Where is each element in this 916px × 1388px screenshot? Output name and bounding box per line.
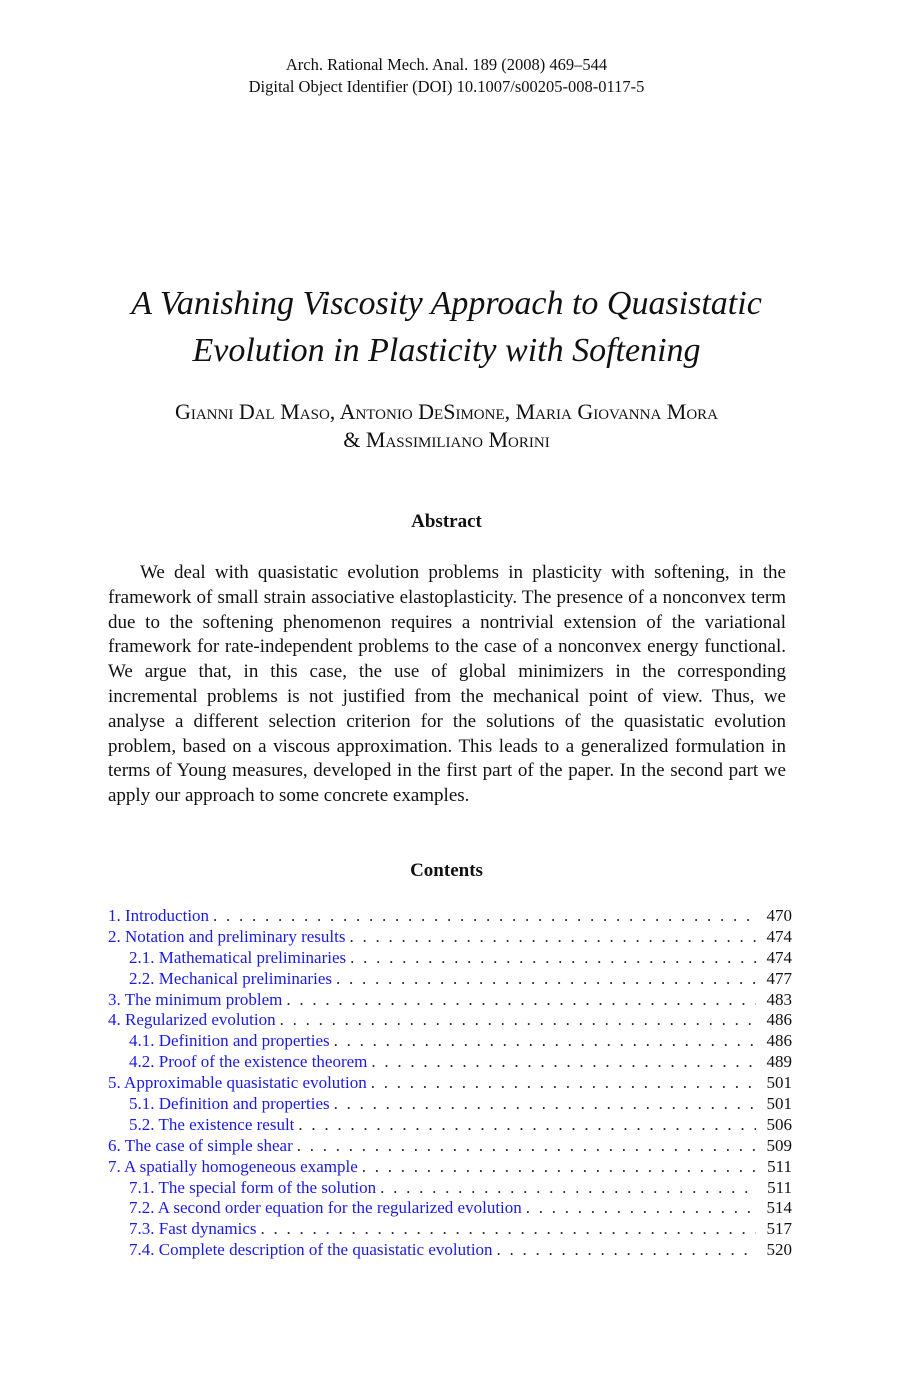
toc-leader <box>334 1094 756 1115</box>
toc-entry[interactable] <box>108 1010 792 1031</box>
toc-entry[interactable] <box>108 1157 792 1178</box>
table-of-contents <box>108 906 792 1261</box>
toc-leader <box>371 1052 756 1073</box>
toc-link[interactable]: 5. Approximable quasistatic evolution <box>108 1073 367 1093</box>
title-line-2: Evolution in Plasticity with Softening <box>192 332 701 369</box>
doi-line: Digital Object Identifier (DOI) 10.1007/s00205-008-0117-5 <box>248 77 645 96</box>
abstract-heading: Abstract <box>411 511 482 532</box>
toc-leader <box>350 948 756 969</box>
toc-entry[interactable] <box>108 969 792 990</box>
toc-entry[interactable] <box>108 1094 792 1115</box>
toc-entry[interactable] <box>108 1240 792 1261</box>
toc-link[interactable]: 7.1. The special form of the solution <box>129 1177 377 1197</box>
toc-entry[interactable] <box>108 1031 792 1052</box>
authors-line-2: & Massimiliano Morini <box>343 427 550 452</box>
toc-page-number: 520 <box>766 1240 792 1260</box>
toc-page-number: 470 <box>766 906 792 925</box>
toc-page-number: 517 <box>766 1219 792 1239</box>
journal-header <box>0 54 893 98</box>
toc-leader <box>298 1115 756 1136</box>
toc-page-number: 474 <box>766 926 792 946</box>
toc-page-number: 486 <box>766 1010 792 1030</box>
toc-page-number: 511 <box>767 1177 792 1197</box>
toc-leader <box>286 990 756 1011</box>
toc-leader <box>526 1198 756 1219</box>
toc-leader <box>380 1178 756 1199</box>
toc-page-number: 511 <box>767 1156 792 1176</box>
toc-page-number: 514 <box>766 1198 792 1218</box>
toc-entry[interactable] <box>108 1178 792 1199</box>
toc-leader <box>336 969 756 990</box>
toc-link[interactable]: 7.2. A second order equation for the regularized evolution <box>129 1198 522 1218</box>
toc-link[interactable]: 7.3. Fast dynamics <box>129 1219 257 1239</box>
toc-link[interactable]: 7. A spatially homogeneous example <box>108 1156 358 1176</box>
toc-entry[interactable] <box>108 948 792 969</box>
toc-page-number: 474 <box>766 947 792 967</box>
toc-link[interactable]: 6. The case of simple shear <box>108 1135 293 1155</box>
toc-leader <box>213 906 756 927</box>
toc-link[interactable]: 4.1. Definition and properties <box>129 1031 330 1051</box>
toc-entry[interactable] <box>108 927 792 948</box>
toc-link[interactable]: 4. Regularized evolution <box>108 1010 276 1030</box>
author-list <box>0 398 893 454</box>
toc-entry[interactable] <box>108 1219 792 1240</box>
toc-link[interactable]: 3. The minimum problem <box>108 989 283 1009</box>
toc-leader <box>497 1240 756 1261</box>
toc-entry[interactable] <box>108 1052 792 1073</box>
toc-entry[interactable] <box>108 1136 792 1157</box>
title-line-1: A Vanishing Viscosity Approach to Quasistatic <box>131 285 762 322</box>
toc-page-number: 486 <box>766 1031 792 1051</box>
toc-leader <box>362 1157 756 1178</box>
toc-entry[interactable] <box>108 990 792 1011</box>
toc-link[interactable]: 4.2. Proof of the existence theorem <box>129 1052 368 1072</box>
toc-leader <box>261 1219 757 1240</box>
toc-leader <box>349 927 756 948</box>
abstract-text: We deal with quasistatic evolution problems in plasticity with softening, in the framework of small strain associative elastoplasticity. The presence of a nonconvex term due to the softening phenomenon requires a nontrivial extension of the variational framework for rate-independent problems to the case of a nonconvex energy functional. We argue that, in this case, the use of global minimizers in the corresponding incremental problems is not justified from the mechanical point of view. Thus, we analyse a different selection criterion for the solutions of the quasistatic evolution problem, based on a viscous approximation. This leads to a generalized formulation in terms of Young measures, developed in the first part of the paper. In the second part we apply our approach to some concrete examples. <box>108 562 786 807</box>
toc-entry[interactable] <box>108 1115 792 1136</box>
toc-link[interactable]: 2.1. Mathematical preliminaries <box>129 947 347 967</box>
authors-line-1: Gianni Dal Maso, Antonio DeSimone, Maria Giovanna Mora <box>174 399 719 424</box>
toc-link[interactable]: 7.4. Complete description of the quasistatic evolution <box>129 1240 493 1260</box>
toc-link[interactable]: 5.1. Definition and properties <box>129 1094 330 1114</box>
toc-entry[interactable] <box>108 1073 792 1094</box>
toc-page-number: 501 <box>766 1073 792 1093</box>
toc-leader <box>371 1073 756 1094</box>
toc-entry[interactable] <box>108 906 792 927</box>
toc-page-number: 506 <box>766 1114 792 1134</box>
citation-line: Arch. Rational Mech. Anal. 189 (2008) 469–544 <box>285 55 608 74</box>
toc-link[interactable]: 2.2. Mechanical preliminaries <box>129 968 332 988</box>
toc-entry[interactable] <box>108 1198 792 1219</box>
toc-link[interactable]: 1. Introduction <box>108 906 210 925</box>
toc-link[interactable]: 2. Notation and preliminary results <box>108 926 346 946</box>
paper-title <box>0 280 893 374</box>
toc-page-number: 477 <box>766 968 792 988</box>
contents-heading: Contents <box>410 860 483 881</box>
toc-link[interactable]: 5.2. The existence result <box>129 1114 295 1134</box>
toc-leader <box>280 1010 756 1031</box>
toc-page-number: 483 <box>766 989 792 1009</box>
toc-leader <box>297 1136 756 1157</box>
toc-page-number: 489 <box>766 1052 792 1072</box>
toc-page-number: 501 <box>766 1094 792 1114</box>
toc-leader <box>334 1031 756 1052</box>
toc-page-number: 509 <box>766 1135 792 1155</box>
